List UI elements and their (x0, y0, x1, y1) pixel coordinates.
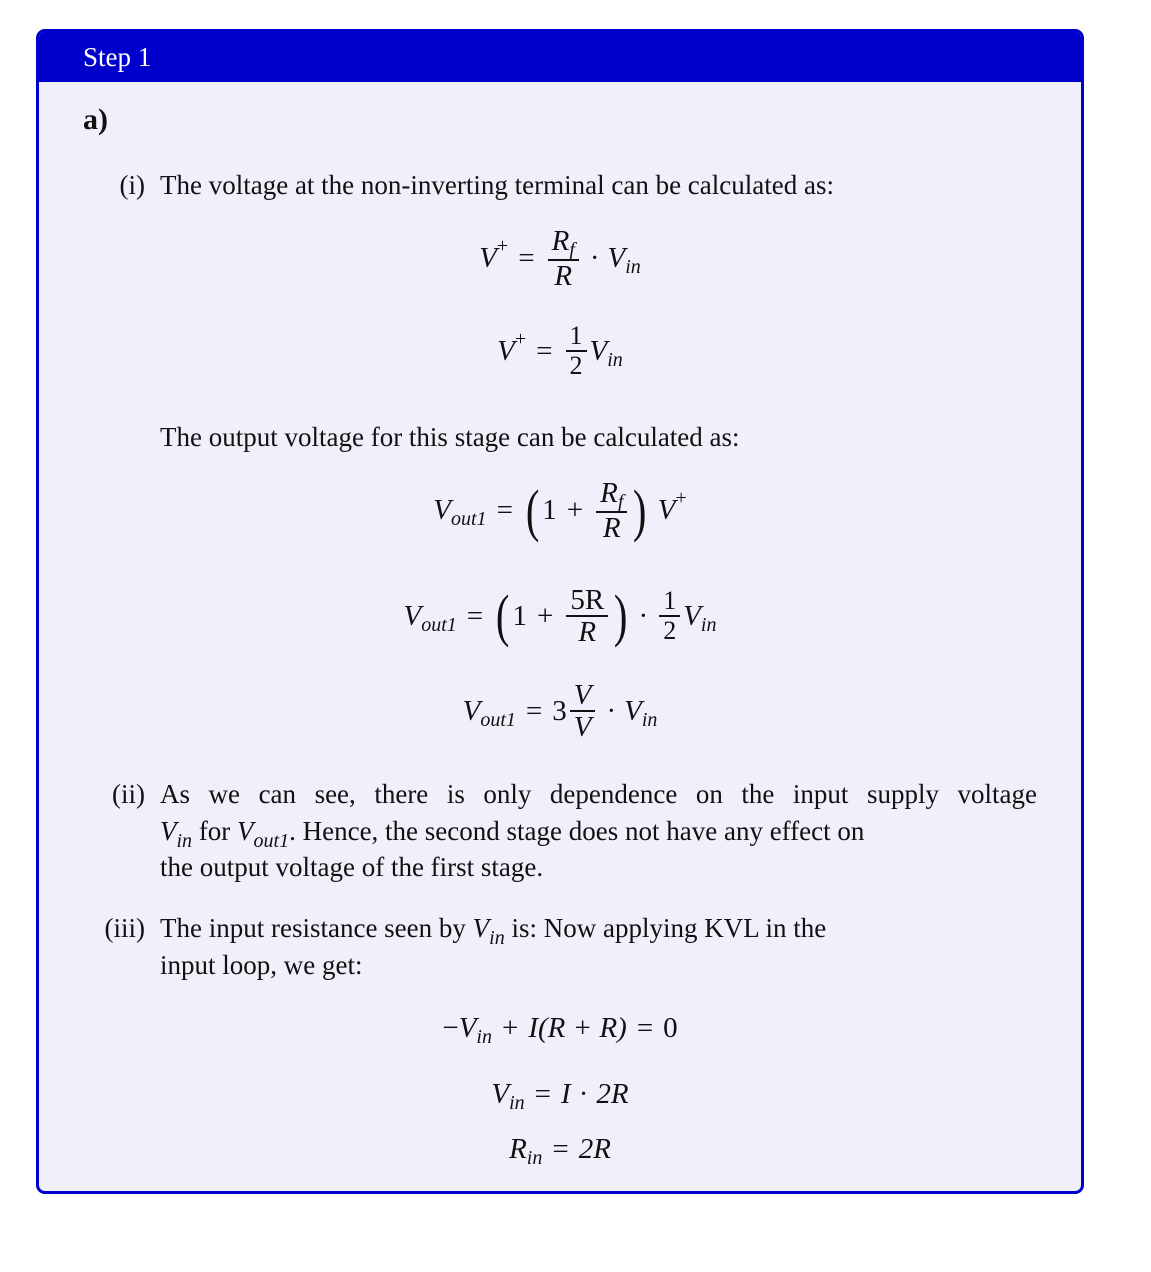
step-card (36, 29, 1084, 1194)
equation-vout1-1: V out1 = ( 1 + $\frac{R_f}{R}$ ) V + (433, 477, 687, 544)
item-number-i: (i) (119, 170, 145, 200)
equation-vplus-2: V + = $\frac{1}{2}$ V in (497, 321, 623, 380)
item-number-ii: (ii) (112, 779, 145, 809)
step-title: Step 1 (83, 42, 152, 72)
item-ii-line-2: $V_{in}$ for $V_{out1}$. Hence, the second stage does not have any effect on (160, 816, 865, 852)
item-number-iii: (iii) (104, 913, 145, 943)
equation-vout1-3: V out1 = 3 $\frac{V}{V}$ · V in (462, 679, 658, 743)
equation-kvl: − V in + I (R + R) = 0 (442, 1012, 678, 1048)
output-voltage-paragraph: The output voltage for this stage can be calculated as: (160, 422, 740, 452)
step-header (39, 32, 1081, 82)
item-i-text: The voltage at the non-inverting terminal can be calculated as: (160, 170, 834, 200)
equation-rin: R in = 2R (509, 1133, 611, 1169)
equation-vin: V in = I · 2R (491, 1078, 629, 1114)
equation-vout1-2: V out1 = ( 1 + $\frac{5R}{R}$ ) · $\frac{1}{2}$ V in (403, 583, 717, 648)
item-iii-line-2: input loop, we get: (160, 950, 363, 980)
item-iii-line-1: The input resistance seen by $V_{in}$ is: Now applying KVL in the (160, 913, 827, 949)
equation-vplus-1: V + = $\frac{R_f}{R}$ · V in (479, 225, 641, 292)
item-ii-line-1: As we can see, there is only dependence on the input supply voltage (160, 779, 1037, 809)
part-label: a) (83, 103, 108, 136)
item-ii-line-3: the output voltage of the first stage. (160, 852, 544, 882)
